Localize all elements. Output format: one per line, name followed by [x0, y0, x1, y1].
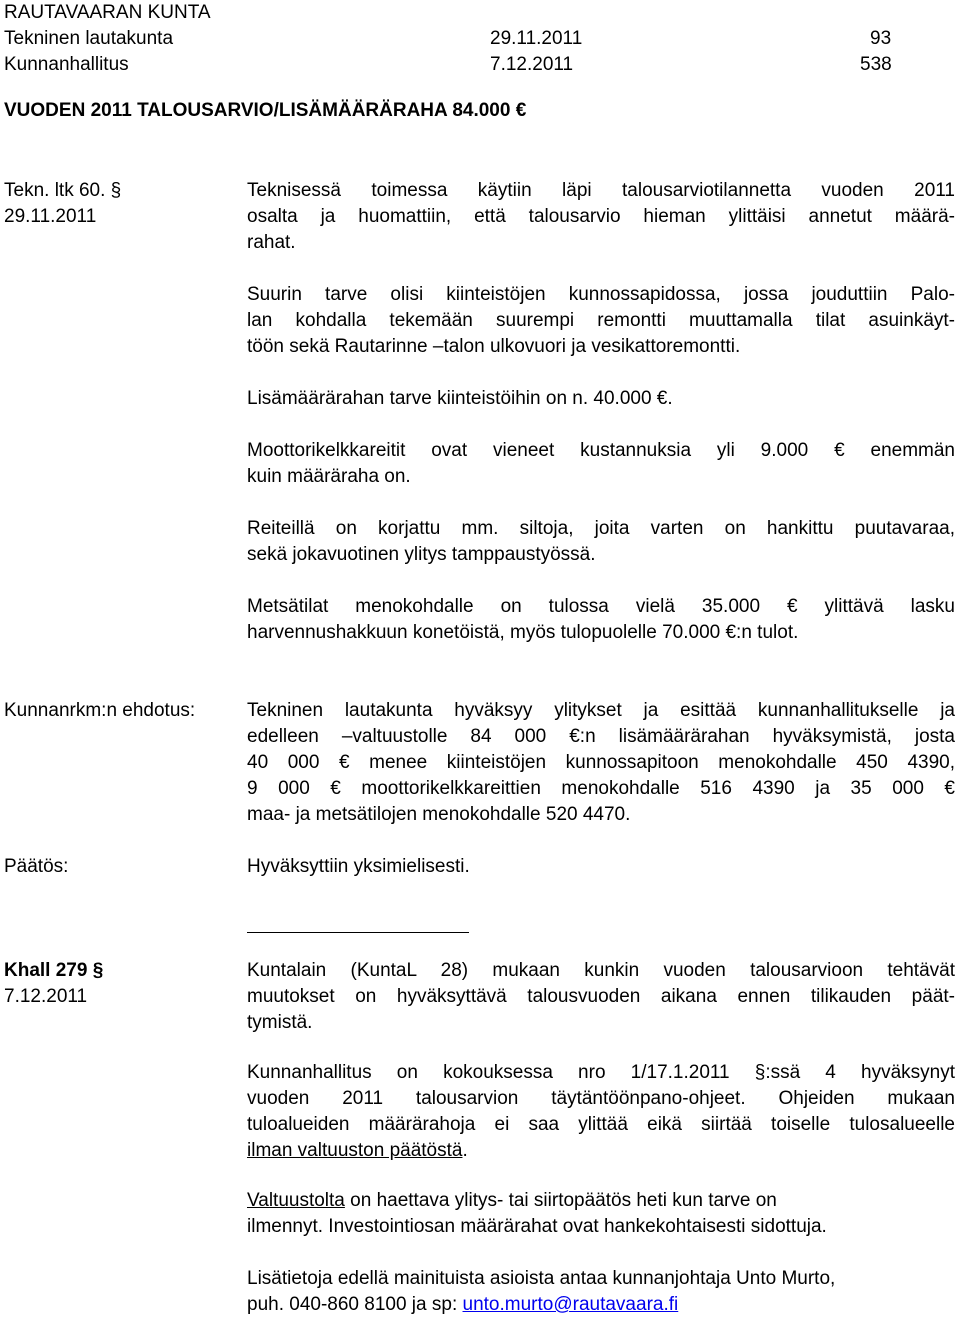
text-line: Lisämäärärahan tarve kiinteistöihin on n. 40.000 €. [247, 388, 673, 409]
text-line: Kuntalain (KuntaL 28) mukaan kunkin vuoden talousarvioon tehtävät [247, 960, 955, 981]
text-fragment: puh. 040-860 8100 ja sp: [247, 1294, 463, 1315]
text-line: rahat. [247, 232, 296, 253]
tekn-paragraph-4 [247, 516, 955, 568]
separator-line [247, 932, 469, 933]
decision-text: Hyväksyttiin yksimielisesti. [247, 856, 470, 877]
text-line: ilmennyt. Investointiosan määrärahat ovat hankekohtaisesti sidottuja. [247, 1216, 827, 1237]
khall-paragraph-1 [247, 958, 955, 1036]
email-link[interactable]: unto.murto@rautavaara.fi [462, 1294, 679, 1315]
underlined-text: Valtuustolta [247, 1190, 345, 1211]
text-line [247, 1292, 955, 1318]
text-line: Kunnanhallitus on kokouksessa nro 1/17.1.2011 §:ssä 4 hyväksynyt [247, 1062, 955, 1083]
header-page-1: 93 [870, 28, 892, 49]
text-line: vuoden 2011 talousarvion täytäntöönpano-ohjeet. Ohjeiden mukaan [247, 1088, 955, 1109]
tekn-paragraph-3 [247, 438, 955, 490]
text-line: Moottorikelkkareitit ovat vieneet kustannuksia yli 9.000 € enemmän [247, 440, 955, 461]
header-page-2: 538 [860, 54, 892, 75]
text-line [247, 1138, 955, 1164]
tekn-paragraph-1 [247, 282, 955, 360]
text-line: 9 000 € moottorikelkkareittien menokohdalle 516 4390 ja 35 000 € [247, 778, 955, 799]
text-line: harvennushakkuun konetöistä, myös tulopuolelle 70.000 €:n tulot. [247, 622, 799, 643]
text-line: töön sekä Rautarinne –talon ulkovuori ja vesikattoremontti. [247, 336, 741, 357]
decision-label: Päätös: [4, 856, 69, 877]
tekn-paragraph-2 [247, 386, 955, 412]
text-line: tuloalueiden määrärahoja ei saa ylittää eikä siirtää toiselle tulosalueelle [247, 1114, 955, 1135]
text-line: Metsätilat menokohdalle on tulossa vielä 35.000 € ylittävä lasku [247, 596, 955, 617]
text-line: kuin määräraha on. [247, 466, 411, 487]
khall-paragraph-4 [247, 1266, 955, 1318]
khall-date: 7.12.2011 [4, 986, 88, 1007]
text-line: edelleen –valtuustolle 84 000 €:n lisämäärärahan hyväksymistä, josta [247, 726, 955, 747]
tekn-intro [247, 178, 955, 256]
text-line [247, 1188, 955, 1214]
header-body-2: Kunnanhallitus [4, 54, 129, 75]
header-date-1: 29.11.2011 [490, 28, 583, 49]
header-body-1: Tekninen lautakunta [4, 28, 174, 49]
text-line: sekä jokavuotinen ylitys tamppaustyössä. [247, 544, 596, 565]
text-line: Suurin tarve olisi kiinteistöjen kunnossapidossa, jossa jouduttiin Palo- [247, 284, 955, 305]
section-title: VUODEN 2011 TALOUSARVIO/LISÄMÄÄRÄRAHA 84.000 € [4, 100, 527, 121]
text-line: muutokset on hyväksyttävä talousvuoden aikana ennen tilikauden päät- [247, 986, 955, 1007]
header-date-2: 7.12.2011 [490, 54, 574, 75]
text-line: lan kohdalla tekemään suurempi remontti muuttamalla tilat asuinkäyt- [247, 310, 955, 331]
tekn-paragraph-5 [247, 594, 955, 646]
text-fragment: . [462, 1140, 468, 1161]
text-line: Reiteillä on korjattu mm. siltoja, joita varten on hankittu puutavaraa, [247, 518, 955, 539]
text-line: Tekninen lautakunta hyväksyy ylitykset ja esittää kunnanhallitukselle ja [247, 700, 955, 721]
khall-reference: Khall 279 § [4, 960, 104, 981]
tekn-date: 29.11.2011 [4, 206, 97, 227]
text-line: 40 000 € menee kiinteistöjen kunnossapitoon menokohdalle 450 4390, [247, 752, 955, 773]
proposal-text [247, 698, 955, 828]
text-line: Lisätietoja edellä mainituista asioista antaa kunnanjohtaja Unto Murto, [247, 1268, 836, 1289]
text-line: maa- ja metsätilojen menokohdalle 520 4470. [247, 804, 631, 825]
khall-paragraph-3 [247, 1188, 955, 1240]
tekn-reference: Tekn. ltk 60. § [4, 180, 122, 201]
underlined-text: ilman valtuuston päätöstä [247, 1140, 463, 1161]
org-name: RAUTAVAARAN KUNTA [4, 2, 211, 23]
khall-paragraph-2 [247, 1060, 955, 1164]
text-line: Teknisessä toimessa käytiin läpi talousarviotilannetta vuoden 2011 [247, 180, 955, 201]
text-line: tymistä. [247, 1012, 313, 1033]
text-line: osalta ja huomattiin, että talousarvio hieman ylittäisi annetut määrä- [247, 206, 955, 227]
text-fragment: on haettava ylitys- tai siirtopäätös heti kun tarve on [344, 1190, 777, 1211]
proposal-label: Kunnanrkm:n ehdotus: [4, 700, 196, 721]
